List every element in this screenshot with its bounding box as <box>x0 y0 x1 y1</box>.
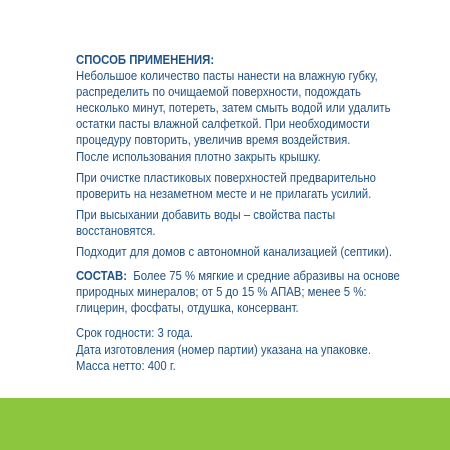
usage-line: Небольшое количество пасты нанести на влажную губку, <box>76 68 378 84</box>
drying-note-line: При высыхании добавить воды – свойства пасты <box>76 206 336 222</box>
usage-line: После использования плотно закрыть крышку. <box>76 148 321 164</box>
plastic-note-line: проверить на незаметном месте и не прилагать усилий. <box>76 185 372 201</box>
instructions-text-block <box>76 52 400 374</box>
usage-line: несколько минут, потереть, затем смыть водой или удалить <box>76 100 391 116</box>
usage-line: процедуру повторить, увеличив время воздействия. <box>76 132 351 148</box>
composition-line: природных минералов; от 5 до 15 % АПАВ; менее 5 %: <box>76 284 367 300</box>
usage-heading: СПОСОБ ПРИМЕНЕНИЯ: <box>76 52 215 67</box>
net-weight-line: Масса нетто: 400 г. <box>76 357 176 373</box>
composition-first-line <box>76 268 400 284</box>
composition-line: глицерин, фосфаты, отдушка, консервант. <box>76 300 299 316</box>
batch-info-line: Дата изготовления (номер партии) указана на упаковке. <box>76 341 372 357</box>
shelf-life-line: Срок годности: 3 года. <box>76 325 194 341</box>
composition-label: СОСТАВ: <box>76 268 128 284</box>
usage-line: распределить по очищаемой поверхности, подождать <box>76 84 361 100</box>
bottom-green-bar <box>0 398 450 450</box>
composition-text: Более 75 % мягкие и средние абразивы на основе <box>133 268 400 284</box>
septic-note: Подходит для домов с автономной канализацией (септики). <box>76 244 392 260</box>
usage-line: остатки пасты влажной салфеткой. При необходимости <box>76 116 370 132</box>
plastic-note-line: При очистке пластиковых поверхностей предварительно <box>76 169 377 185</box>
drying-note-line: восстановятся. <box>76 222 156 238</box>
